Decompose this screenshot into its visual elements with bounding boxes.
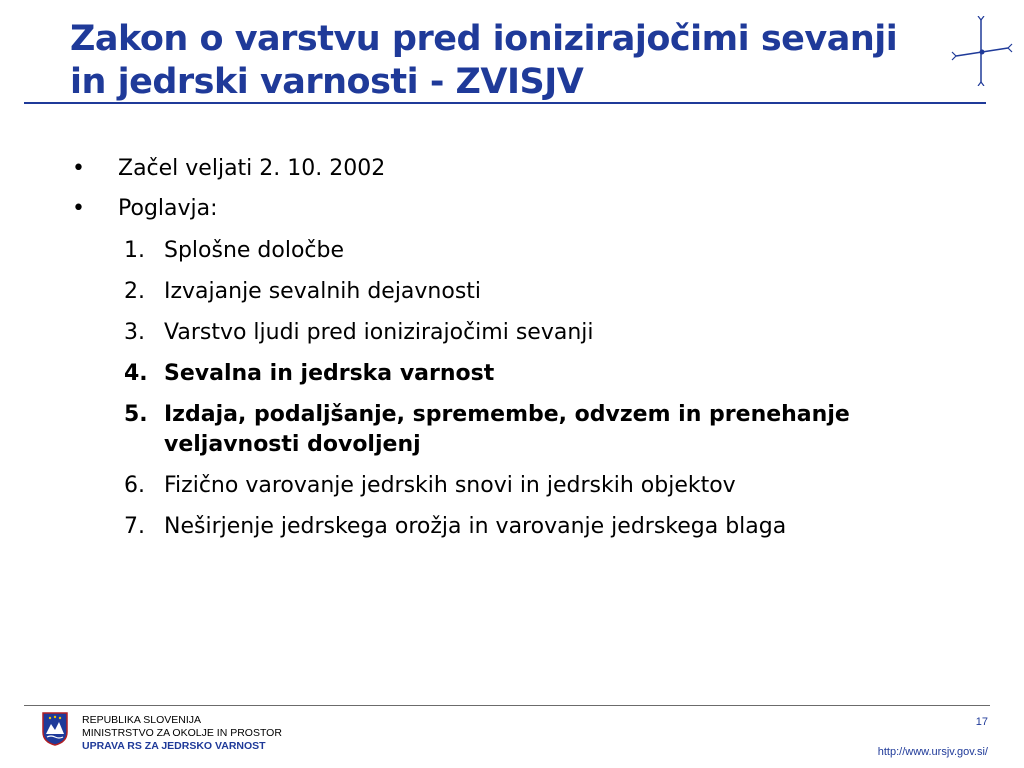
slovenia-coat-of-arms-icon (42, 712, 68, 746)
chapter-list (70, 236, 990, 542)
chapter-item (70, 471, 990, 501)
chapter-item (70, 512, 990, 542)
chapter-text: Splošne določbe (164, 238, 345, 263)
chapter-text: Izvajanje sevalnih dejavnosti (164, 279, 482, 304)
chapter-text: Fizično varovanje jedrskih snovi in jedrskih objektov (164, 473, 736, 498)
chapter-number: 5. (124, 402, 148, 427)
org-line-3: UPRAVA RS ZA JEDRSKO VARNOST (82, 740, 266, 752)
slide-body (70, 156, 990, 553)
chapter-item-highlighted (70, 400, 990, 460)
bullet-symbol: • (72, 156, 85, 181)
chapter-number: 1. (124, 238, 145, 263)
title-line-1: Zakon o varstvu pred ionizirajočimi sevanji (70, 19, 898, 59)
bullet-item (70, 196, 990, 236)
page-number: 17 (975, 716, 988, 728)
chapter-number: 2. (124, 279, 145, 304)
chapter-number: 7. (124, 514, 145, 539)
chapter-item (70, 236, 990, 266)
atom-logo-icon (948, 16, 1014, 86)
chapter-number: 6. (124, 473, 145, 498)
bullet-text: Začel veljati 2. 10. 2002 (118, 156, 386, 181)
footer-url-link[interactable]: http://www.ursjv.gov.si/ (877, 746, 988, 758)
title-underline (24, 102, 986, 104)
slide-title (70, 18, 950, 104)
bullet-item (70, 156, 990, 196)
chapter-number: 3. (124, 320, 145, 345)
bullet-text: Poglavja: (118, 196, 218, 221)
chapter-item-highlighted (70, 359, 990, 389)
chapter-text: Varstvo ljudi pred ionizirajočimi sevanji (164, 320, 594, 345)
org-line-2: MINISTRSTVO ZA OKOLJE IN PROSTOR (82, 727, 282, 739)
chapter-item (70, 277, 990, 307)
chapter-text: Sevalna in jedrska varnost (164, 361, 495, 386)
chapter-text: Izdaja, podaljšanje, spremembe, odvzem in prenehanje veljavnosti dovoljenj (164, 402, 850, 457)
chapter-number: 4. (124, 361, 148, 386)
footer-divider (24, 705, 990, 706)
org-line-1: REPUBLIKA SLOVENIJA (82, 714, 202, 726)
bullet-symbol: • (72, 196, 85, 221)
chapter-item (70, 318, 990, 348)
title-line-2: in jedrski varnosti - ZVISJV (70, 62, 584, 102)
chapter-text: Neširjenje jedrskega orožja in varovanje jedrskega blaga (164, 514, 787, 539)
organization-block (82, 714, 282, 753)
